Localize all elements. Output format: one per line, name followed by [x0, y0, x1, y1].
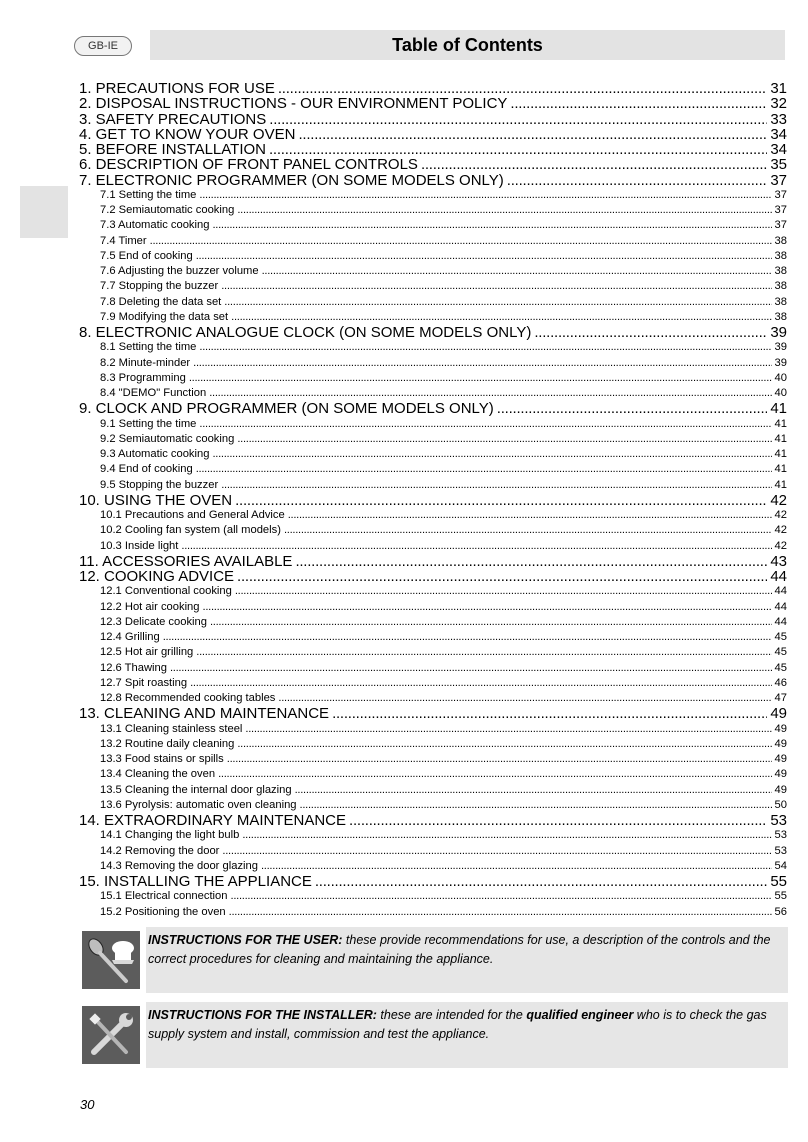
- toc-chapter-row[interactable]: [79, 554, 787, 569]
- toc-chapter-row[interactable]: [79, 813, 787, 828]
- toc-page-number: 45: [774, 631, 787, 643]
- toc-page-number: 42: [774, 524, 787, 537]
- toc-page-number: 39: [770, 325, 787, 341]
- toc-entry-label: 8.3 Programming: [100, 371, 186, 384]
- toc-leader-dots: [315, 874, 767, 889]
- toc-entry-label: 12.2 Hot air cooking: [100, 600, 200, 613]
- toc-section-row[interactable]: [79, 371, 787, 386]
- toc-section-row[interactable]: [79, 447, 787, 462]
- toc-entry-label: 9.4 End of cooking: [100, 463, 193, 476]
- toc-page-number: 35: [770, 157, 787, 173]
- toc-leader-dots: [203, 600, 772, 615]
- toc-entry-label: 14.1 Changing the light bulb: [100, 829, 240, 842]
- toc-section-row[interactable]: [79, 645, 787, 660]
- toc-page-number: 42: [774, 539, 787, 552]
- toc-leader-dots: [262, 264, 772, 279]
- toc-leader-dots: [199, 417, 771, 432]
- page-number: 30: [80, 1097, 95, 1112]
- toc-chapter-row[interactable]: [79, 706, 787, 721]
- toc-page-number: 37: [774, 204, 787, 216]
- toc-entry-label: 4. GET TO KNOW YOUR OVEN: [79, 126, 296, 142]
- toc-entry-label: 13.2 Routine daily cleaning: [100, 737, 235, 750]
- toc-leader-dots: [212, 218, 771, 233]
- toc-leader-dots: [269, 112, 767, 127]
- toc-leader-dots: [261, 859, 772, 874]
- toc-entry-label: 9.5 Stopping the buzzer: [100, 478, 219, 491]
- toc-page-number: 40: [774, 371, 787, 384]
- toc-leader-dots: [224, 295, 771, 310]
- user-note-heading: INSTRUCTIONS FOR THE USER:: [148, 933, 343, 947]
- toc-leader-dots: [193, 356, 771, 371]
- toc-leader-dots: [300, 798, 772, 813]
- toc-page-number: 38: [774, 295, 787, 308]
- toc-page-number: 54: [774, 859, 787, 872]
- toc-leader-dots: [245, 722, 771, 737]
- toc-leader-dots: [209, 386, 771, 401]
- toc-page-number: 38: [774, 249, 787, 262]
- toc-page-number: 50: [774, 798, 787, 811]
- toc-page-number: 38: [774, 280, 787, 293]
- toc-leader-dots: [210, 615, 772, 630]
- toc-entry-label: 8.2 Minute-minder: [100, 356, 191, 369]
- toc-page-number: 38: [774, 265, 787, 277]
- user-instructions-note: [80, 927, 788, 993]
- toc-entry-label: 12.6 Thawing: [100, 661, 167, 674]
- toc-leader-dots: [196, 645, 771, 660]
- toc-page-number: 44: [770, 569, 787, 585]
- toc-section-row[interactable]: [79, 417, 787, 432]
- toc-page-number: 37: [774, 219, 787, 232]
- toc-entry-label: 7.5 End of cooking: [100, 249, 193, 262]
- toc-entry-label: 7.3 Automatic cooking: [100, 219, 210, 232]
- toc-section-row[interactable]: [79, 737, 787, 752]
- toc-page-number: 55: [774, 890, 787, 903]
- toc-page-number: 33: [770, 111, 787, 127]
- toc-page-number: 49: [774, 722, 787, 735]
- toc-page-number: 43: [770, 553, 787, 569]
- toc-leader-dots: [349, 813, 767, 828]
- toc-page-number: 41: [774, 417, 787, 430]
- toc-leader-dots: [196, 462, 772, 477]
- toc-section-row[interactable]: [79, 356, 787, 371]
- toc-entry-label: 11. ACCESSORIES AVAILABLE: [79, 553, 293, 569]
- toc-leader-dots: [237, 432, 771, 447]
- toc-section-row[interactable]: [79, 630, 787, 645]
- toc-section-row[interactable]: [79, 249, 787, 264]
- toc-leader-dots: [181, 539, 771, 554]
- toc-entry-label: 12.1 Conventional cooking: [100, 585, 232, 598]
- toc-chapter-row[interactable]: [79, 569, 787, 584]
- toc-page-number: 49: [770, 706, 787, 722]
- toc-section-row[interactable]: [79, 767, 787, 782]
- toc-entry-label: 10.3 Inside light: [100, 539, 179, 552]
- toc-leader-dots: [288, 508, 772, 523]
- toc-page-number: 44: [774, 585, 787, 598]
- toc-section-row[interactable]: [79, 523, 787, 538]
- toc-entry-label: 15.1 Electrical connection: [100, 890, 228, 903]
- toc-section-row[interactable]: [79, 905, 787, 920]
- toc-leader-dots: [163, 630, 772, 645]
- toc-leader-dots: [534, 325, 767, 340]
- toc-entry-label: 13.1 Cleaning stainless steel: [100, 722, 243, 735]
- toc-leader-dots: [222, 844, 771, 859]
- toc-leader-dots: [235, 584, 772, 599]
- toc-chapter-row[interactable]: [79, 173, 787, 188]
- toc-leader-dots: [278, 691, 771, 706]
- spoon-chef-hat-icon: [82, 931, 140, 989]
- toc-page-number: 32: [770, 96, 787, 112]
- toc-leader-dots: [229, 905, 772, 920]
- toc-leader-dots: [190, 676, 771, 691]
- toc-entry-label: 7.2 Semiautomatic cooking: [100, 204, 235, 216]
- toc-entry-label: 9.3 Automatic cooking: [100, 448, 210, 460]
- side-tab-marker: [20, 186, 68, 238]
- toc-page-number: 42: [770, 492, 787, 508]
- toc-page-number: 55: [770, 874, 787, 890]
- toc-entry-label: 7.7 Stopping the buzzer: [100, 280, 219, 293]
- toc-leader-dots: [212, 447, 771, 462]
- toc-page-number: 41: [770, 401, 787, 417]
- toc-chapter-row[interactable]: [79, 81, 787, 96]
- toc-leader-dots: [199, 340, 771, 355]
- toc-entry-label: 8.4 "DEMO" Function: [100, 387, 207, 399]
- toc-leader-dots: [284, 523, 772, 538]
- toc-page-number: 37: [770, 172, 787, 188]
- toc-page-number: 34: [770, 126, 787, 142]
- toc-entry-label: 14.2 Removing the door: [100, 844, 220, 857]
- installer-note-body-1: these are intended for the: [376, 1008, 527, 1022]
- toc-page-number: 39: [774, 341, 787, 354]
- toc-entry-label: 13. CLEANING AND MAINTENANCE: [79, 706, 330, 722]
- toc-page-number: 41: [774, 448, 787, 460]
- toc-page-number: 49: [774, 753, 787, 765]
- toc-entry-label: 13.3 Food stains or spills: [100, 753, 224, 765]
- toc-page-number: 41: [774, 478, 787, 491]
- toc-entry-label: 2. DISPOSAL INSTRUCTIONS - OUR ENVIRONMENT POLICY: [79, 96, 508, 112]
- toc-leader-dots: [507, 173, 768, 188]
- toc-page-number: 49: [774, 783, 787, 796]
- toc-page-number: 45: [774, 646, 787, 659]
- toc-page-number: 38: [774, 310, 787, 323]
- toc-leader-dots: [295, 554, 767, 569]
- toc-leader-dots: [237, 203, 771, 218]
- toc-entry-label: 12.4 Grilling: [100, 631, 160, 643]
- toc-entry-label: 12.8 Recommended cooking tables: [100, 692, 276, 704]
- toc-page-number: 34: [770, 142, 787, 158]
- toc-page-number: 49: [774, 737, 787, 750]
- toc-entry-label: 14.3 Removing the door glazing: [100, 859, 258, 872]
- toc-entry-label: 12.5 Hot air grilling: [100, 646, 194, 659]
- toc-section-row[interactable]: [79, 676, 787, 691]
- toc-section-row[interactable]: [79, 340, 787, 355]
- installer-note-text: [148, 1006, 788, 1044]
- toc-page-number: 47: [774, 692, 787, 704]
- toc-chapter-row[interactable]: [79, 401, 787, 416]
- toc-entry-label: 14. EXTRAORDINARY MAINTENANCE: [79, 813, 347, 829]
- toc-page-number: 39: [774, 356, 787, 369]
- toc-leader-dots: [237, 737, 771, 752]
- toc-chapter-row[interactable]: [79, 874, 787, 889]
- toc-chapter-row[interactable]: [79, 493, 787, 508]
- toc-section-row[interactable]: [79, 615, 787, 630]
- toc-leader-dots: [196, 249, 772, 264]
- toc-leader-dots: [278, 81, 767, 96]
- toc-page-number: 41: [774, 463, 787, 476]
- toc-section-row[interactable]: [79, 279, 787, 294]
- toc-section-row[interactable]: [79, 462, 787, 477]
- toc-entry-label: 3. SAFETY PRECAUTIONS: [79, 111, 267, 127]
- toc-leader-dots: [269, 142, 767, 157]
- toc-section-row[interactable]: [79, 584, 787, 599]
- toc-page-number: 45: [774, 661, 787, 674]
- toc-entry-label: 7.9 Modifying the data set: [100, 310, 229, 323]
- toc-entry-label: 12. COOKING ADVICE: [79, 569, 235, 585]
- toc-leader-dots: [227, 752, 772, 767]
- toc-entry-label: 9.1 Setting the time: [100, 417, 197, 430]
- toc-entry-label: 13.6 Pyrolysis: automatic oven cleaning: [100, 798, 297, 811]
- toc-page-number: 53: [774, 829, 787, 842]
- toc-chapter-row[interactable]: [79, 157, 787, 172]
- toc-leader-dots: [332, 706, 767, 721]
- toc-section-row[interactable]: [79, 859, 787, 874]
- toc-entry-label: 7.1 Setting the time: [100, 188, 197, 201]
- toc-entry-label: 12.7 Spit roasting: [100, 676, 188, 689]
- toc-entry-label: 12.3 Delicate cooking: [100, 615, 207, 628]
- toc-leader-dots: [497, 401, 768, 416]
- toc-entry-label: 9. CLOCK AND PROGRAMMER (ON SOME MODELS ONLY): [79, 401, 494, 417]
- toc-entry-label: 8.1 Setting the time: [100, 341, 197, 354]
- toc-section-row[interactable]: [79, 478, 787, 493]
- toc-entry-label: 1. PRECAUTIONS FOR USE: [79, 81, 275, 97]
- toc-entry-label: 7.8 Deleting the data set: [100, 295, 222, 308]
- toc-leader-dots: [221, 478, 771, 493]
- toc-entry-label: 7. ELECTRONIC PROGRAMMER (ON SOME MODELS ONLY): [79, 172, 504, 188]
- toc-leader-dots: [221, 279, 771, 294]
- toc-section-row[interactable]: [79, 264, 787, 279]
- toc-page-number: 56: [774, 905, 787, 918]
- toc-leader-dots: [235, 493, 767, 508]
- toc-chapter-row[interactable]: [79, 96, 787, 111]
- toc-section-row[interactable]: [79, 386, 787, 401]
- toc-page-number: 42: [774, 509, 787, 521]
- toc-section-row[interactable]: [79, 539, 787, 554]
- toc-leader-dots: [421, 157, 767, 172]
- toc-section-row[interactable]: [79, 783, 787, 798]
- toc-page-number: 53: [774, 844, 787, 857]
- toc-leader-dots: [298, 127, 767, 142]
- toc-entry-label: 13.4 Cleaning the oven: [100, 768, 216, 781]
- toc-page-number: 38: [774, 234, 787, 247]
- page-title: Table of Contents: [392, 35, 543, 55]
- toc-entry-label: 10. USING THE OVEN: [79, 492, 233, 508]
- toc-leader-dots: [199, 188, 771, 203]
- toc-entry-label: 7.4 Timer: [100, 234, 147, 247]
- toc-leader-dots: [189, 371, 772, 386]
- toc-entry-label: 10.1 Precautions and General Advice: [100, 509, 285, 521]
- toc-section-row[interactable]: [79, 752, 787, 767]
- toc-section-row[interactable]: [79, 828, 787, 843]
- toc-entry-label: 15. INSTALLING THE APPLIANCE: [79, 874, 312, 890]
- toc-entry-label: 9.2 Semiautomatic cooking: [100, 432, 235, 445]
- table-of-contents: [79, 81, 787, 920]
- toc-entry-label: 8. ELECTRONIC ANALOGUE CLOCK (ON SOME MODELS ONLY): [79, 325, 532, 341]
- toc-leader-dots: [170, 661, 772, 676]
- toc-page-number: 31: [770, 81, 787, 97]
- toc-page-number: 44: [774, 615, 787, 628]
- installer-note-body-2: who is to check the gas supply system and install, commission and test the appliance.: [148, 1008, 767, 1041]
- toc-leader-dots: [231, 310, 771, 325]
- toc-entry-label: 6. DESCRIPTION OF FRONT PANEL CONTROLS: [79, 157, 418, 173]
- toc-leader-dots: [510, 96, 767, 111]
- toc-section-row[interactable]: [79, 218, 787, 233]
- toc-section-row[interactable]: [79, 722, 787, 737]
- toc-section-row[interactable]: [79, 188, 787, 203]
- installer-note-heading: INSTRUCTIONS FOR THE INSTALLER:: [148, 1008, 377, 1022]
- toc-chapter-row[interactable]: [79, 325, 787, 340]
- toc-section-row[interactable]: [79, 889, 787, 904]
- language-badge: GB-IE: [74, 36, 132, 56]
- toc-section-row[interactable]: [79, 661, 787, 676]
- toc-section-row[interactable]: [79, 234, 787, 249]
- toc-leader-dots: [237, 569, 767, 584]
- toc-section-row[interactable]: [79, 844, 787, 859]
- toc-page-number: 46: [774, 676, 787, 689]
- toc-section-row[interactable]: [79, 691, 787, 706]
- toc-section-row[interactable]: [79, 310, 787, 325]
- user-note-body: these provide recommendations for use, a description of the controls and the correct procedures for cleaning and maintaining the appliance.: [148, 933, 771, 966]
- toc-entry-label: 13.5 Cleaning the internal door glazing: [100, 783, 292, 796]
- toc-page-number: 41: [774, 432, 787, 445]
- toc-section-row[interactable]: [79, 600, 787, 615]
- toc-entry-label: 5. BEFORE INSTALLATION: [79, 142, 266, 158]
- toc-chapter-row[interactable]: [79, 127, 787, 142]
- toc-page-number: 40: [774, 387, 787, 399]
- installer-note-emphasis: qualified engineer: [526, 1008, 634, 1022]
- toc-entry-label: 7.6 Adjusting the buzzer volume: [100, 265, 259, 277]
- toc-chapter-row[interactable]: [79, 142, 787, 157]
- toc-section-row[interactable]: [79, 798, 787, 813]
- toc-leader-dots: [150, 234, 772, 249]
- toc-leader-dots: [242, 828, 771, 843]
- toc-section-row[interactable]: [79, 295, 787, 310]
- toc-chapter-row[interactable]: [79, 112, 787, 127]
- toc-leader-dots: [218, 767, 771, 782]
- installer-instructions-note: [80, 1002, 788, 1068]
- toc-section-row[interactable]: [79, 432, 787, 447]
- toc-entry-label: 15.2 Positioning the oven: [100, 905, 226, 918]
- toc-section-row[interactable]: [79, 508, 787, 523]
- toc-entry-label: 10.2 Cooling fan system (all models): [100, 524, 281, 537]
- wrench-screwdriver-icon: [82, 1006, 140, 1064]
- toc-section-row[interactable]: [79, 203, 787, 218]
- toc-page-number: 44: [774, 600, 787, 613]
- user-note-text: [148, 931, 788, 969]
- toc-page-number: 49: [774, 768, 787, 781]
- toc-leader-dots: [295, 783, 772, 798]
- toc-page-number: 37: [774, 188, 787, 201]
- toc-leader-dots: [231, 889, 772, 904]
- toc-page-number: 53: [770, 813, 787, 829]
